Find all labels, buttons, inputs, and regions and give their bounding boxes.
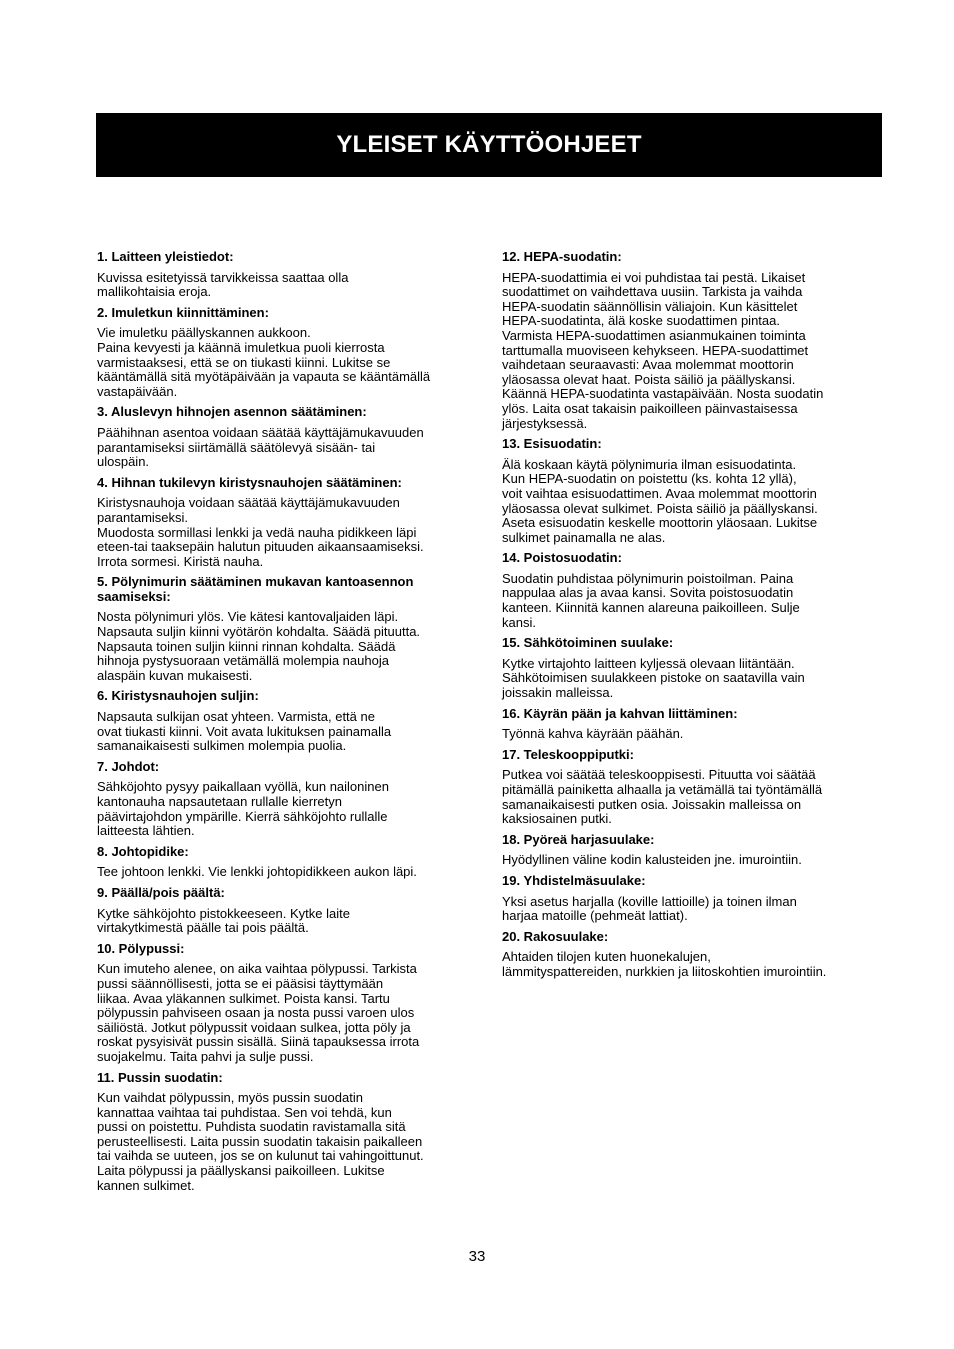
section-17 [502, 748, 887, 827]
section-heading: 20. Rakosuulake: [502, 928, 609, 944]
section-5 [97, 575, 479, 683]
section-heading: 8. Johtopidike: [97, 843, 189, 859]
section-15 [502, 636, 887, 700]
section-body: HEPA-suodattimia ei voi puhdistaa tai pestä. Likaiset suodattimet on vaihdettava uusiin. Tarkista ja vaihda HEPA-suodatin säännöllisin väliajoin. Kun käsittelet HEPA-suodatinta, älä koske suodattimen pintaa. Varmista HEPA-suodattimen asianmukainen toiminta tarttumalla muoviseen kehykseen. HEPA-suodattimet vaihdetaan seuraavasti: Avaa molemmat moottorin yläosassa olevat haat. Poista säiliö ja päällyskansi. Käännä HEPA-suodatinta vastapäivään. Nosta suodatin ylös. Laita osat takaisin paikoilleen päinvastaisessa järjestyksessä. [502, 269, 824, 431]
section-body: Sähköjohto pysyy paikallaan vyöllä, kun nailoninen kantonauha napsautetaan rullalle kierretyn päävirtajohdon ympärille. Kierrä sähköjohto rullalle laitteesta lähtien. [97, 779, 389, 839]
section-body: Älä koskaan käytä pölynimuria ilman esisuodatinta. Kun HEPA-suodatin on poistettu (ks. kohta 12 yllä), voit vaihtaa esisuodattimen. Avaa molemmat moottorin yläosassa olevat sulkimet. Poista säiliö ja päällyskansi. Aseta esisuodatin keskelle moottorin yläosaan. Lukitse sulkimet painamalla ne alas. [502, 456, 818, 545]
section-body: Päähihnan asentoa voidaan säätää käyttäjämukavuuden parantamiseksi siirtämällä säätölevyä sisään- tai ulospäin. [97, 424, 424, 470]
section-body: Työnnä kahva käyrään päähän. [502, 726, 684, 742]
section-10 [97, 942, 479, 1065]
section-body: Suodatin puhdistaa pölynimurin poistoilman. Paina nappulaa alas ja avaa kansi. Sovita poistosuodatin kanteen. Kiinnitä kannen alareuna paikoilleen. Sulje kansi. [502, 570, 800, 630]
section-heading: 18. Pyöreä harjasuulake: [502, 831, 655, 847]
section-body: Vie imuletku päällyskannen aukkoon. Paina kevyesti ja käännä imuletkua puoli kierrosta varmistaaksesi, että se on tiukasti kiinni. Lukitse se kääntämällä sitä myötäpäivään ja vapauta se kääntämällä vastapäivään. [97, 325, 431, 399]
section-body: Kytke sähköjohto pistokkeeseen. Kytke laite virtakytkimestä päälle tai pois päältä. [97, 905, 350, 936]
section-body: Tee johtoon lenkki. Vie lenkki johtopidikkeen aukon läpi. [97, 864, 417, 880]
section-9 [97, 886, 479, 936]
section-19 [502, 874, 887, 924]
section-body: Kuvissa esitetyissä tarvikkeissa saattaa olla mallikohtaisia eroja. [97, 269, 349, 300]
section-heading: 4. Hihnan tukilevyn kiristysnauhojen säätäminen: [97, 474, 402, 490]
section-body: Nosta pölynimuri ylös. Vie kätesi kantovaljaiden läpi. Napsauta suljin kiinni vyötärön kohdalta. Säädä pituutta. Napsauta toinen suljin kiinni rinnan kohdalta. Säädä hihnoja pystysuoraan vetämällä molempia nauhoja alaspäin kuvan mukaisesti. [97, 609, 421, 683]
section-heading: 7. Johdot: [97, 758, 160, 774]
section-heading: 2. Imuletkun kiinnittäminen: [97, 304, 269, 320]
section-11 [97, 1071, 479, 1194]
section-heading: 6. Kiristysnauhojen suljin: [97, 688, 259, 704]
section-heading: 1. Laitteen yleistiedot: [97, 249, 234, 264]
section-body: Kiristysnauhoja voidaan säätää käyttäjämukavuuden parantamiseksi. Muodosta sormillasi lenkki ja vedä nauha pidikkeen läpi eteen-tai taaksepäin halutun pituuden aikaansaamiseksi. Irrota sormesi. Kiristä nauha. [97, 495, 424, 569]
section-heading: 10. Pölypussi: [97, 940, 185, 956]
section-heading: 15. Sähkötoiminen suulake: [502, 635, 674, 651]
section-heading: 13. Esisuodatin: [502, 436, 602, 452]
section-8 [97, 845, 479, 880]
section-13 [502, 437, 887, 545]
section-heading: 19. Yhdistelmäsuulake: [502, 872, 646, 888]
section-body: Kun vaihdat pölypussin, myös pussin suodatin kannattaa vaihtaa tai puhdistaa. Sen voi tehdä, kun pussi on poistettu. Puhdista suodatin ravistamalla sitä perusteellisesti. Laita pussin suodatin takaisin paikalleen tai vaihda se uuteen, jos se on kulunut tai vahingoittunut. Laita pölypussi ja päällyskansi paikoilleen. Lukitse kannen sulkimet. [97, 1090, 424, 1193]
section-body: Hyödyllinen väline kodin kalusteiden jne. imurointiin. [502, 852, 802, 868]
page-title: YLEISET KÄYTTÖOHJEET [336, 131, 642, 158]
section-body: Ahtaiden tilojen kuten huonekalujen, lämmityspattereiden, nurkkien ja liitoskohtien imurointiin. [502, 949, 827, 979]
section-4 [97, 476, 479, 570]
section-14 [502, 551, 887, 630]
section-12 [502, 250, 887, 431]
section-heading: 3. Aluslevyn hihnojen asennon säätäminen: [97, 404, 367, 420]
section-heading: 12. HEPA-suodatin: [502, 249, 622, 264]
section-1 [97, 250, 479, 300]
section-20 [502, 930, 887, 980]
section-heading: 9. Päällä/pois päältä: [97, 884, 225, 900]
section-body: Putkea voi säätää teleskooppisesti. Pituutta voi säätää pitämällä painiketta alhaalla ja vetämällä tai työntämällä samanaikaisesti putken osia. Joissakin malleissa on kaksiosainen putki. [502, 767, 823, 827]
section-2 [97, 306, 479, 400]
section-heading: 17. Teleskooppiputki: [502, 746, 634, 762]
section-7 [97, 760, 479, 839]
section-16 [502, 707, 887, 742]
section-6 [97, 689, 479, 753]
section-heading: 16. Käyrän pään ja kahvan liittäminen: [502, 705, 738, 721]
page-number: 33 [468, 1248, 486, 1265]
right-column [502, 250, 887, 986]
title-bar [96, 113, 882, 177]
section-body: Napsauta sulkijan osat yhteen. Varmista, että ne ovat tiukasti kiinni. Voit avata lukituksen painamalla samanaikaisesti sulkimen molempia puolia. [97, 709, 392, 754]
section-body: Kun imuteho alenee, on aika vaihtaa pölypussi. Tarkista pussi säännöllisesti, jotta se ei pääsisi täyttymään liikaa. Avaa yläkannen sulkimet. Poista kansi. Tartu pölypussin pahviseen osaan ja nosta pussi varoen ulos säiliöstä. Jotkut pölypussit voidaan sulkea, jotta pöly ja roskat pysyisivät pussin sisällä. Siinä tapauksessa irrota suojakelmu. Taita pahvi ja sulje pussi. [97, 961, 420, 1064]
section-body: Yksi asetus harjalla (koville lattioille) ja toinen ilman harjaa matoille (pehmeät lattiat). [502, 893, 797, 924]
section-heading: 14. Poistosuodatin: [502, 550, 622, 566]
section-heading: 5. Pölynimurin säätäminen mukavan kantoasennon saamiseksi: [97, 574, 414, 604]
left-column [97, 250, 479, 1199]
section-3 [97, 405, 479, 469]
section-18 [502, 833, 887, 868]
section-heading: 11. Pussin suodatin: [97, 1069, 223, 1085]
section-body: Kytke virtajohto laitteen kyljessä olevaan liitäntään. Sähkötoimisen suulakkeen pistoke on saatavilla vain joissakin malleissa. [502, 655, 805, 701]
